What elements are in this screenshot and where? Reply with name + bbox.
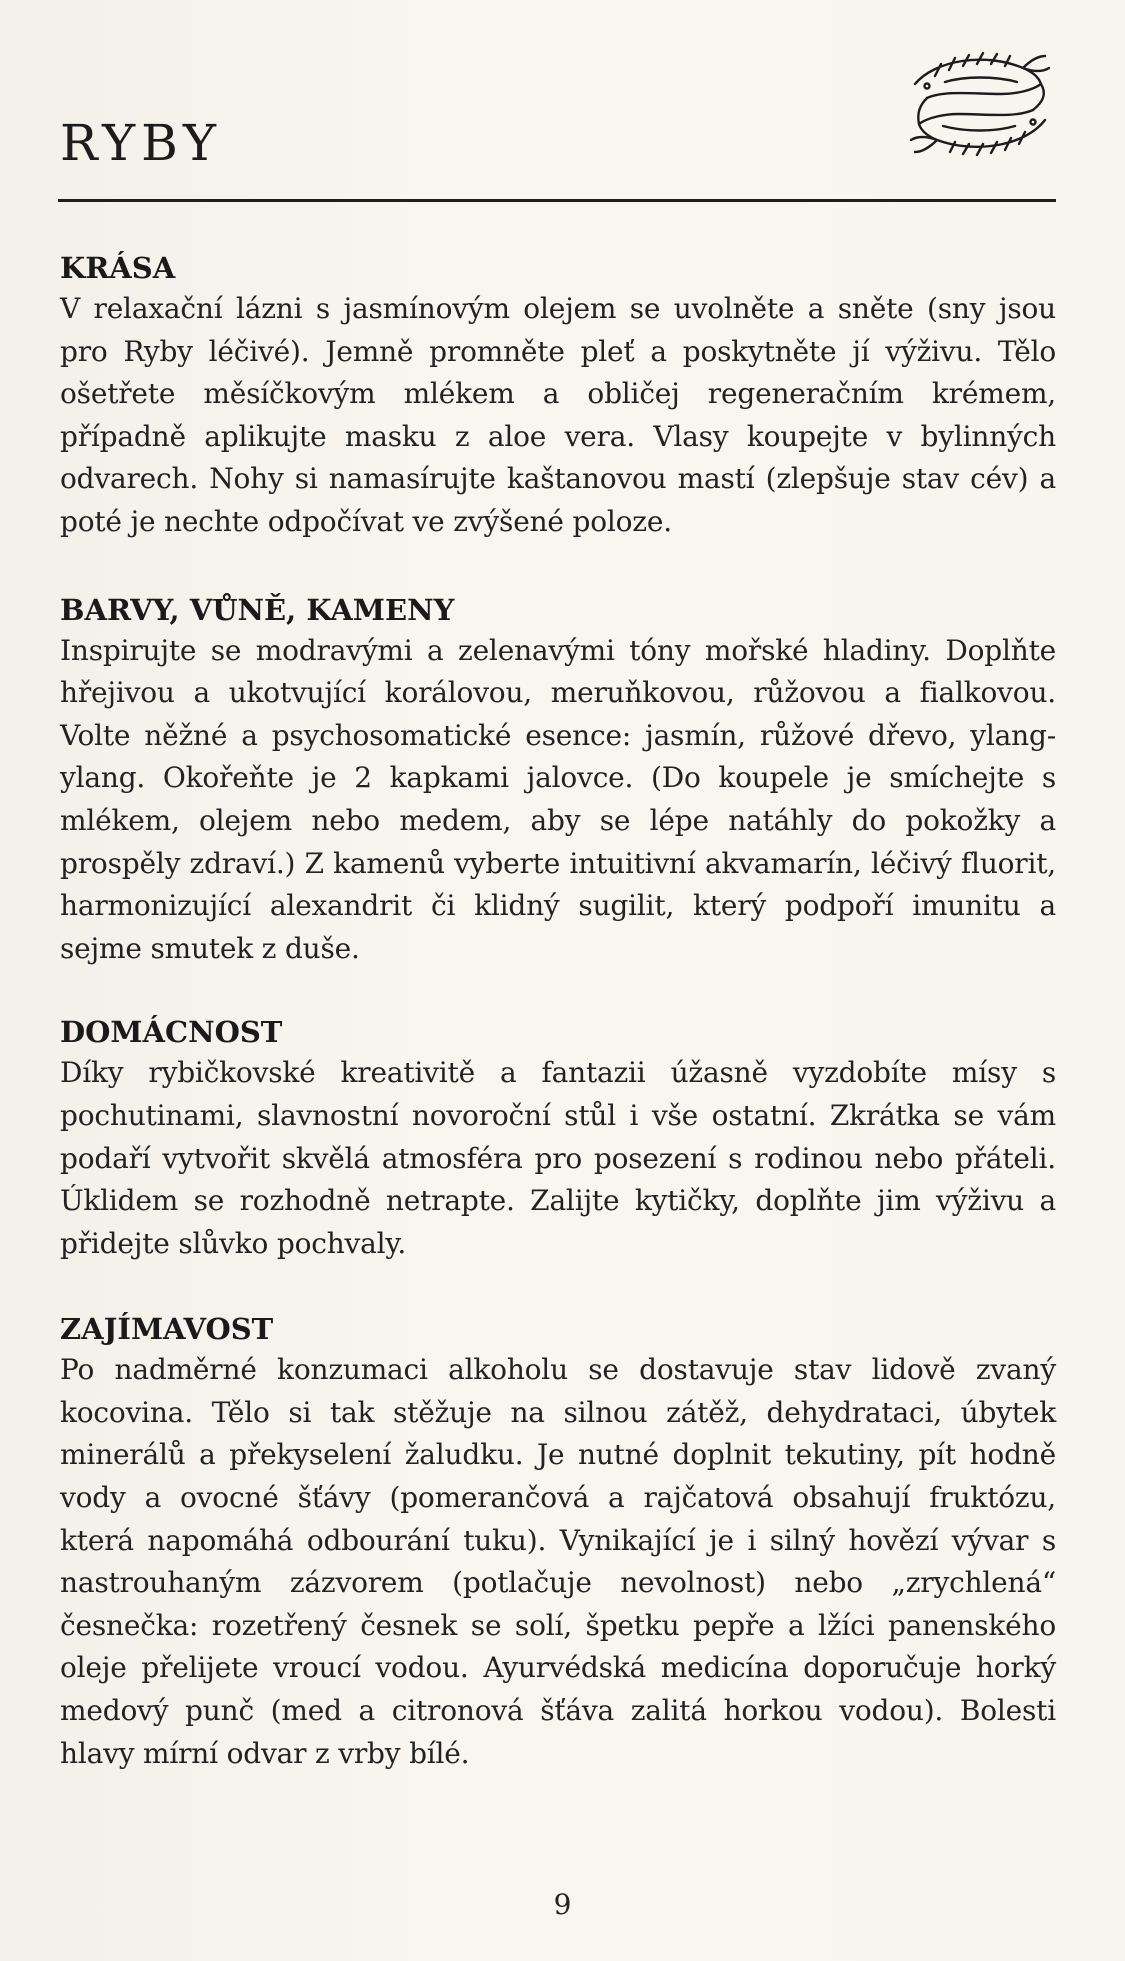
- page-number: 9: [553, 1888, 572, 1921]
- section-text: Díky rybičkovské kreativitě a fantazii úžasně vyzdobíte mísy s pochutinami, slavnostní novoroční stůl i vše ostatní. Zkrátka se vám podaří vytvořit skvělá atmosféra pro posezení s rodinou nebo přáteli. Úklidem se rozhodně netrapte. Zalijte kytičky, doplňte jim výživu a přidejte slůvko pochvaly.: [60, 1056, 1056, 1260]
- section-domacnost: [60, 1012, 1056, 1265]
- section-zajimavost: [60, 1309, 1056, 1775]
- section-text: Po nadměrné konzumaci alkoholu se dostavuje stav lidově zvaný kocovina. Tělo si tak stěžuje na silnou zátěž, dehydrataci, úbytek minerálů a překyselení žaludku. Je nutné doplnit tekutiny, pít hodně vody a ovocné šťávy (pomerančová a rajčatová obsahují fruktózu, která napomáhá odbourání tuku). Vynikající je i silný hovězí vývar s nastrouhaným zázvorem (potlačuje nevolnost) nebo „zrychlená“ česnečka: rozetřený česnek se solí, špetku pepře a lžíci panenského oleje přelijete vroucí vodou. Ayurvédská medicína doporučuje horký medový punč (med a citronová šťáva zalitá horkou vodou). Bolesti hlavy mírní odvar z vrby bílé.: [60, 1353, 1056, 1770]
- header-divider: [58, 199, 1056, 202]
- chapter-title: RYBY: [60, 114, 222, 172]
- section-text: V relaxační lázni s jasmínovým olejem se uvolněte a sněte (sny jsou pro Ryby léčivé). Jemně promněte pleť a poskytněte jí výživu. Tělo ošetřete měsíčkovým mlékem a obličej regeneračním krémem, případně aplikujte masku z aloe vera. Vlasy koupejte v bylinných odvarech. Nohy si namasírujte kaštanovou mastí (zlepšuje stav cév) a poté je nechte odpočívat ve zvýšené poloze.: [60, 292, 1056, 538]
- pisces-fish-icon: [905, 42, 1055, 177]
- section-heading: KRÁSA: [60, 251, 176, 285]
- section-barvy-vune-kameny: [60, 590, 1056, 971]
- page-content: [60, 248, 1056, 1821]
- section-text: Inspirujte se modravými a zelenavými tóny mořské hladiny. Doplňte hřejivou a ukotvující korálovou, meruňkovou, růžovou a fialkovou. Volte něžné a psychosomatické esence: jasmín, růžové dřevo, ylang-ylang. Okořeňte je 2 kapkami jalovce. (Do koupele je smíchejte s mlékem, olejem nebo medem, aby se lépe natáhly do pokožky a prospěly zdraví.) Z kamenů vyberte intuitivní akvamarín, léčivý fluorit, harmonizující alexandrit či klidný sugilit, který podpoří imunitu a sejme smutek z duše.: [60, 633, 1056, 965]
- section-heading: ZAJÍMAVOST: [60, 1312, 274, 1347]
- section-heading: DOMÁCNOST: [60, 1015, 283, 1050]
- section-heading: BARVY, VŮNĚ, KAMENY: [60, 592, 455, 627]
- section-krasa: [60, 248, 1056, 544]
